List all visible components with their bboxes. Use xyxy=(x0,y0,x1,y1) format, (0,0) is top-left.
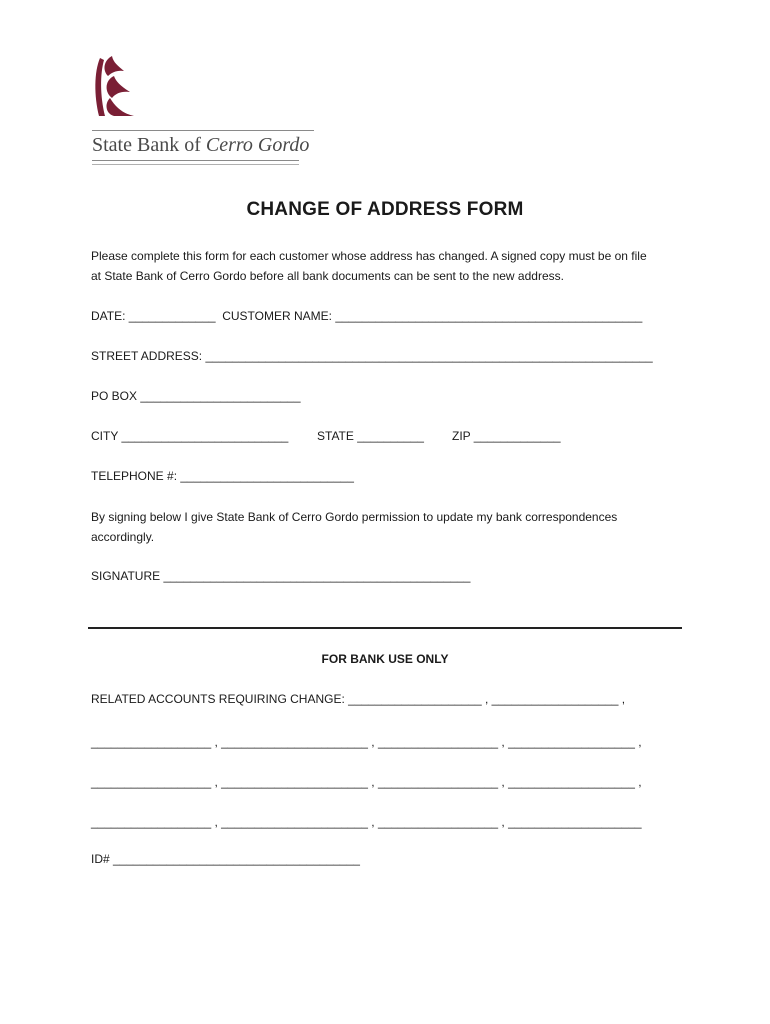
telephone-field[interactable]: TELEPHONE #: __________________________ xyxy=(91,469,354,483)
bank-logo xyxy=(90,50,320,170)
bank-logo-mark-icon xyxy=(90,50,140,120)
section-divider xyxy=(88,627,682,629)
logo-rule xyxy=(92,164,299,165)
intro-paragraph: Please complete this form for each customer whose address has changed. A signed copy must be on file at State Bank of Cerro Gordo before all bank documents can be sent to the new address. xyxy=(91,249,647,283)
signature-field[interactable]: SIGNATURE ______________________________________________ xyxy=(91,569,471,583)
city-field[interactable]: CITY _________________________ xyxy=(91,429,289,443)
bank-use-heading: FOR BANK USE ONLY xyxy=(321,652,449,666)
po-box-field[interactable]: PO BOX ________________________ xyxy=(91,389,301,403)
zip-field[interactable]: ZIP _____________ xyxy=(452,429,561,443)
street-address-field[interactable]: STREET ADDRESS: ___________________________________________________________________ xyxy=(91,349,653,363)
form-title: CHANGE OF ADDRESS FORM xyxy=(246,199,524,220)
date-customer-name-field[interactable]: DATE: _____________ CUSTOMER NAME: ______________________________________________ xyxy=(91,309,643,323)
id-field[interactable]: ID# _____________________________________ xyxy=(91,852,360,866)
consent-paragraph: By signing below I give State Bank of Cerro Gordo permission to update my bank correspondences accordingly. xyxy=(91,510,618,544)
state-field[interactable]: STATE __________ xyxy=(317,429,424,443)
logo-rule xyxy=(92,130,314,131)
logo-rule xyxy=(92,160,299,161)
account-row[interactable]: __________________ , ______________________ , __________________ , ___________________ , xyxy=(91,735,642,749)
account-row[interactable]: __________________ , ______________________ , __________________ , ____________________ xyxy=(91,815,642,829)
bank-name: State Bank of Cerro Gordo xyxy=(92,134,310,156)
related-accounts-field[interactable]: RELATED ACCOUNTS REQUIRING CHANGE: ____________________ , ___________________ , xyxy=(91,692,626,706)
account-row[interactable]: __________________ , ______________________ , __________________ , ___________________ , xyxy=(91,775,642,789)
